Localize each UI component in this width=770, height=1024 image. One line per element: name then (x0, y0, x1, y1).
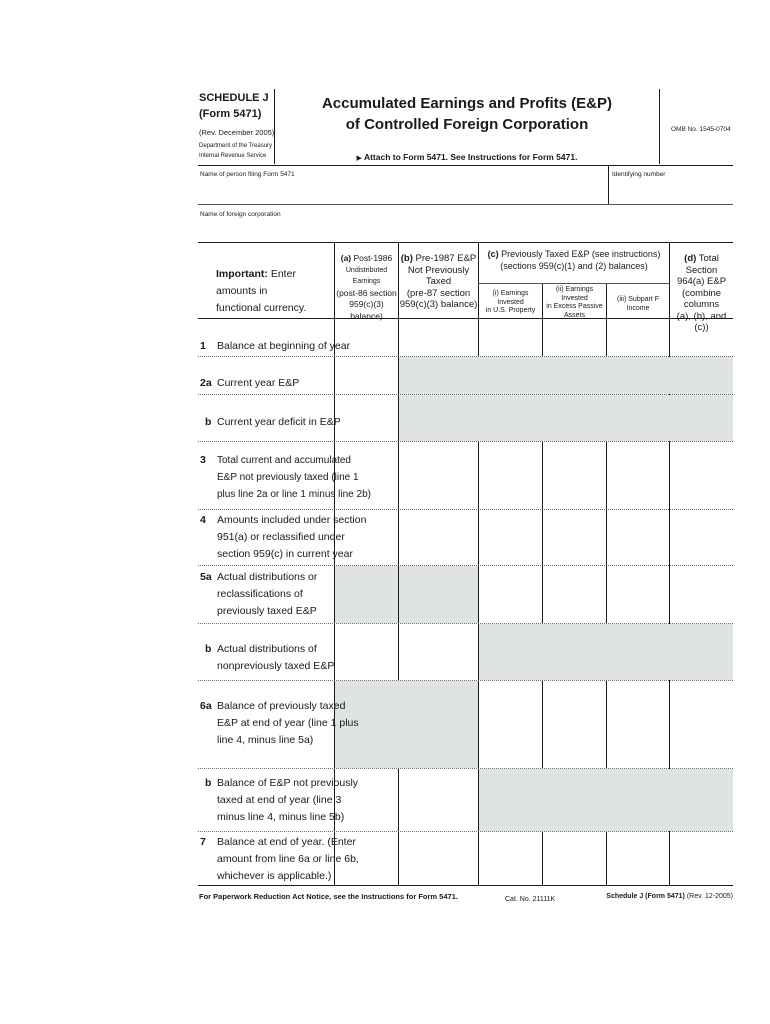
col-d-line4: (a), (b), and (c)) (676, 310, 727, 333)
name-foreign-field[interactable] (198, 205, 733, 242)
row-6a-line2: E&P at end of year (line 1 plus (217, 717, 359, 729)
shade-5a-a (335, 566, 398, 623)
col-b-header (399, 253, 478, 311)
row-5a-line2: reclassifications of (217, 588, 303, 600)
omb-number: OMB No. 1545-0704 (671, 126, 731, 133)
row-6b-line1: Balance of E&P not previously (217, 777, 359, 789)
row-5b-line2: nonpreviously taxed E&P (217, 660, 335, 672)
row-5a-line3: previously taxed E&P (217, 605, 317, 617)
attach-instruction (276, 152, 658, 164)
row-2a-line1: Current year E&P (217, 377, 300, 389)
col-c2-line3: Assets (563, 311, 585, 319)
col-c-header (479, 249, 669, 272)
row-rule-5b (198, 680, 733, 681)
important-note (216, 266, 334, 317)
col-d-header (670, 253, 733, 334)
row-6b-line3: minus line 4, minus line 5b) (217, 811, 345, 823)
arrow-right-icon: ▶ (356, 155, 362, 162)
name-foreign-label: Name of foreign corporation (200, 211, 281, 218)
shade-2a (399, 357, 733, 394)
irs-label: Internal Revenue Service (199, 153, 267, 159)
header-divider-right (659, 89, 660, 164)
footer-schedule (600, 892, 733, 902)
row-rule-2b (198, 441, 733, 442)
row-2a-num: 2a (200, 377, 212, 389)
department-label: Department of the Treasury (199, 143, 273, 149)
row-3-num: 3 (200, 454, 206, 466)
col-c-subheader-rule (478, 283, 669, 284)
row-7-num: 7 (200, 836, 206, 848)
col-c-line2: (sections 959(c)(1) and (2) balances) (500, 260, 648, 271)
paperwork-notice: For Paperwork Reduction Act Notice, see the Instructions for Form 5471. (199, 892, 458, 901)
col-c2-header (543, 286, 606, 320)
form-title-line1: Accumulated Earnings and Profits (E&P) (321, 95, 613, 112)
row-5b-line1: Actual distributions of (217, 643, 317, 655)
row-5a-line1: Actual distributions or (217, 571, 318, 583)
identifying-number-label: Identifying number (612, 171, 666, 178)
important-bold: Important: (216, 268, 268, 280)
row-3-line2: E&P not previously taxed (line 1 (217, 472, 359, 483)
table-bottom-rule (198, 885, 733, 886)
row-rule-2a (198, 394, 733, 395)
row-5a-num: 5a (200, 571, 212, 583)
col-d-letter: (d) (684, 253, 697, 264)
col-c-line1: Previously Taxed E&P (see instructions) (498, 249, 661, 259)
row-2b-line1: Current year deficit in E&P (217, 416, 341, 428)
footer-revision: (Rev. 12-2005) (684, 893, 733, 900)
col-c1-header (479, 290, 542, 316)
row-4-line3: section 959(c) in current year (217, 548, 353, 560)
shade-6b (479, 769, 733, 831)
row-3-line1: Total current and accumulated (217, 455, 351, 466)
row-5b-num: b (205, 643, 212, 655)
name-filing-field[interactable] (198, 166, 608, 204)
row-7-label (217, 834, 359, 885)
row-rule-4 (198, 565, 733, 566)
col-d-line2: 964(a) E&P (676, 276, 727, 287)
row-rule-1 (198, 356, 733, 357)
row-2b-num: b (205, 416, 212, 428)
shade-2b (399, 395, 733, 441)
col-c-letter: (c) (487, 249, 499, 259)
row-5b-label (217, 641, 334, 675)
col-d-line3: (combine columns (681, 287, 722, 310)
col-c2-line2: in Excess Passive (546, 303, 603, 310)
row-1-num: 1 (200, 340, 206, 352)
important-rest: Enter amounts in (216, 268, 296, 297)
col-b-left-rule (398, 242, 399, 885)
row-6a-line3: line 4, minus line 5a) (217, 734, 314, 746)
row-6a-line1: Balance of previously taxed (217, 700, 346, 712)
col-b-line1: Pre-1987 E&P (412, 253, 477, 264)
row-6b-label (217, 775, 358, 826)
col-c1-line2: in U.S. Property (485, 307, 536, 314)
row-2b-label (217, 414, 341, 431)
row-3-line3: plus line 2a or line 1 minus line 2b) (217, 489, 371, 500)
row-7-line1: Balance at end of year. (Enter (217, 836, 356, 848)
col-a-line3: (post-86 section (336, 287, 397, 298)
row-7-line3: whichever is applicable.) (217, 870, 332, 882)
row-5a-label (217, 569, 317, 620)
row-4-line2: 951(a) or reclassified under (217, 531, 345, 543)
form-title-line2: of Controlled Foreign Corporation (345, 116, 589, 133)
col-a-letter: (a) (340, 253, 352, 263)
col-b-letter: (b) (400, 253, 413, 264)
form-number: (Form 5471) (199, 108, 262, 120)
row-rule-5a (198, 623, 733, 624)
row-2a-label (217, 375, 299, 392)
col-c3-header (607, 296, 669, 313)
row-rule-6b (198, 831, 733, 832)
revision-date: (Rev. December 2005) (199, 128, 275, 137)
catalog-number: Cat. No. 21111K (505, 896, 556, 903)
col-c2-line1: (ii) Earnings Invested (555, 286, 594, 302)
row-7-line2: amount from line 6a or line 6b, (217, 853, 359, 865)
row-6b-num: b (205, 777, 212, 789)
col-c1-line1: (i) Earnings Invested (492, 290, 529, 306)
row-3-label (217, 452, 371, 503)
row-1-label (217, 338, 350, 355)
col-d-line1: Total Section (685, 253, 719, 276)
col-b-line2: Not Previously Taxed (407, 264, 470, 287)
shade-5a-b (399, 566, 478, 623)
header-divider-left (274, 89, 275, 164)
table-top-rule (198, 242, 733, 243)
col-a-line2: Undistributed Earnings (345, 266, 388, 285)
row-rule-3 (198, 509, 733, 510)
col-a-line1: Post-1986 (351, 253, 393, 263)
row-4-line1: Amounts included under section (217, 514, 367, 526)
row-4-label (217, 512, 366, 563)
table-header-bottom-rule (198, 318, 733, 319)
identifying-number-field[interactable] (609, 166, 733, 204)
col-b-line4: 959(c)(3) balance) (399, 299, 478, 310)
footer-schedule-name: Schedule J (Form 5471) (606, 893, 685, 900)
row-4-num: 4 (200, 514, 206, 526)
shade-5b (479, 624, 733, 680)
col-a-line4: 959(c)(3) balance) (349, 299, 384, 321)
row-6a-num: 6a (200, 700, 212, 712)
row-1-line1: Balance at beginning of year (217, 340, 351, 352)
col-c3-line1: (iii) Subpart F Income (616, 296, 659, 312)
row-6b-line2: taxed at end of year (line 3 (217, 794, 342, 806)
name-filing-label: Name of person filing Form 5471 (200, 171, 295, 178)
row-6a-label (217, 698, 359, 749)
col-a-header (335, 253, 398, 322)
important-line2: functional currency. (216, 302, 307, 314)
attach-text: Attach to Form 5471. See Instructions for Form 5471. (363, 152, 578, 162)
schedule-label: SCHEDULE J (199, 92, 269, 104)
col-b-line3: (pre-87 section (406, 287, 471, 299)
row-rule-6a (198, 768, 733, 769)
